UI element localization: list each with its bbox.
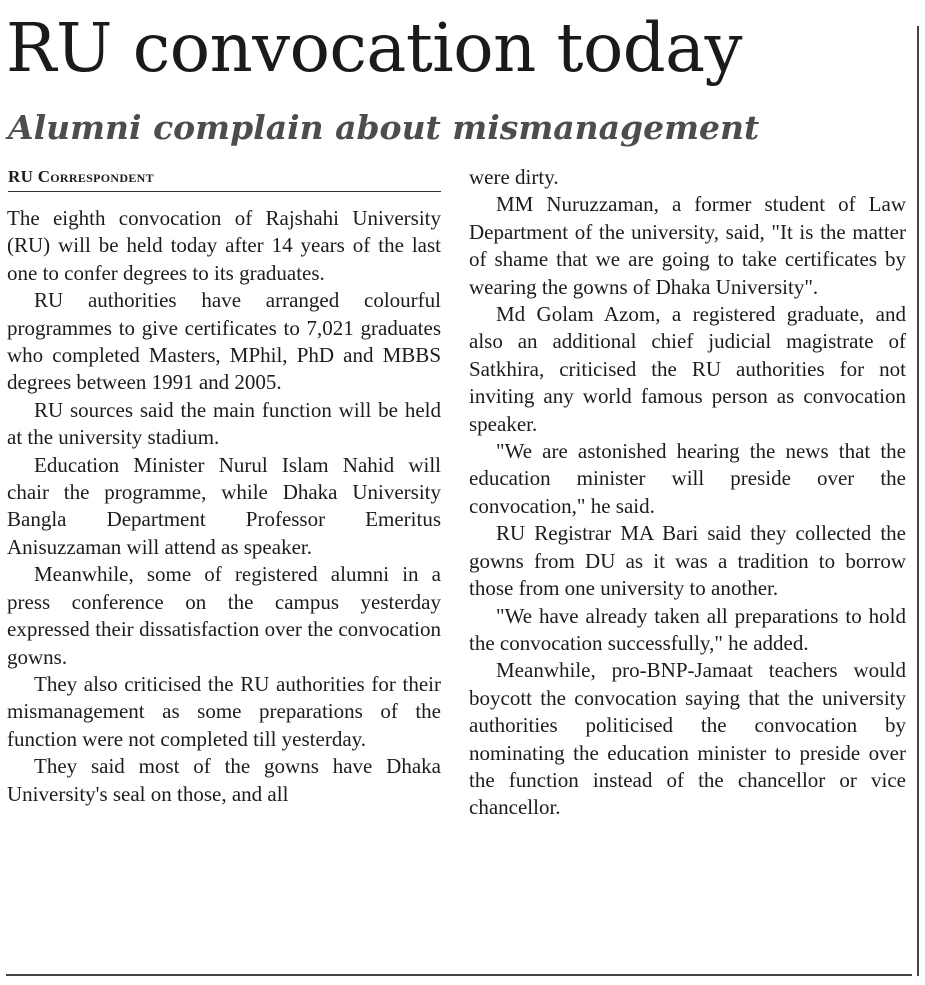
paragraph: Meanwhile, pro-BNP-Jamaat teachers would boycott the convocation saying that the university authorities politicised the convocation by nominating the education minister to preside over the function instead of the chancellor or vice chancellor. bbox=[469, 658, 906, 820]
byline-text: RU Correspondent bbox=[8, 167, 154, 186]
paragraph: RU Registrar MA Bari said they collected the gowns from DU as it was a tradition to borrow those from one university to another. bbox=[469, 521, 906, 601]
paragraph: Md Golam Azom, a registered graduate, and also an additional chief judicial magistrate of Satkhira, criticised the RU authorities for not inviting any world famous person as convocation speaker. bbox=[469, 302, 906, 436]
byline bbox=[8, 163, 441, 192]
paragraph: RU sources said the main function will be held at the university stadium. bbox=[7, 397, 441, 450]
bottom-rule bbox=[6, 974, 912, 976]
paragraph: "We have already taken all preparations to hold the convocation successfully," he added. bbox=[469, 603, 906, 655]
left-column bbox=[7, 205, 441, 808]
column-rule bbox=[917, 26, 919, 976]
paragraph: were dirty. bbox=[469, 165, 559, 189]
subheadline: Alumni complain about mismanagement bbox=[8, 108, 760, 147]
paragraph: They said most of the gowns have Dhaka University's seal on those, and all bbox=[7, 754, 441, 806]
paragraph: "We are astonished hearing the news that the education minister will preside over the convocation," he said. bbox=[469, 439, 906, 518]
paragraph: They also criticised the RU authorities for their mismanagement as some preparations of the function were not completed till yesterday. bbox=[7, 671, 441, 751]
paragraph: Education Minister Nurul Islam Nahid will chair the programme, while Dhaka University Bangla Department Professor Emeritus Anisuzzaman will attend as speaker. bbox=[7, 452, 441, 559]
paragraph: MM Nuruzzaman, a former student of Law Department of the university, said, "It is the matter of shame that we are going to take certificates by wearing the gowns of Dhaka University". bbox=[469, 192, 906, 299]
paragraph: Meanwhile, some of registered alumni in a press conference on the campus yesterday expressed their dissatisfaction over the convocation gowns. bbox=[7, 562, 441, 669]
right-column bbox=[469, 164, 906, 822]
paragraph: The eighth convocation of Rajshahi University (RU) will be held today after 14 years of the last one to confer degrees to its graduates. bbox=[7, 206, 441, 285]
paragraph: RU authorities have arranged colourful programmes to give certificates to 7,021 graduates who completed Masters, MPhil, PhD and MBBS degrees between 1991 and 2005. bbox=[7, 288, 441, 395]
headline: RU convocation today bbox=[6, 9, 742, 87]
